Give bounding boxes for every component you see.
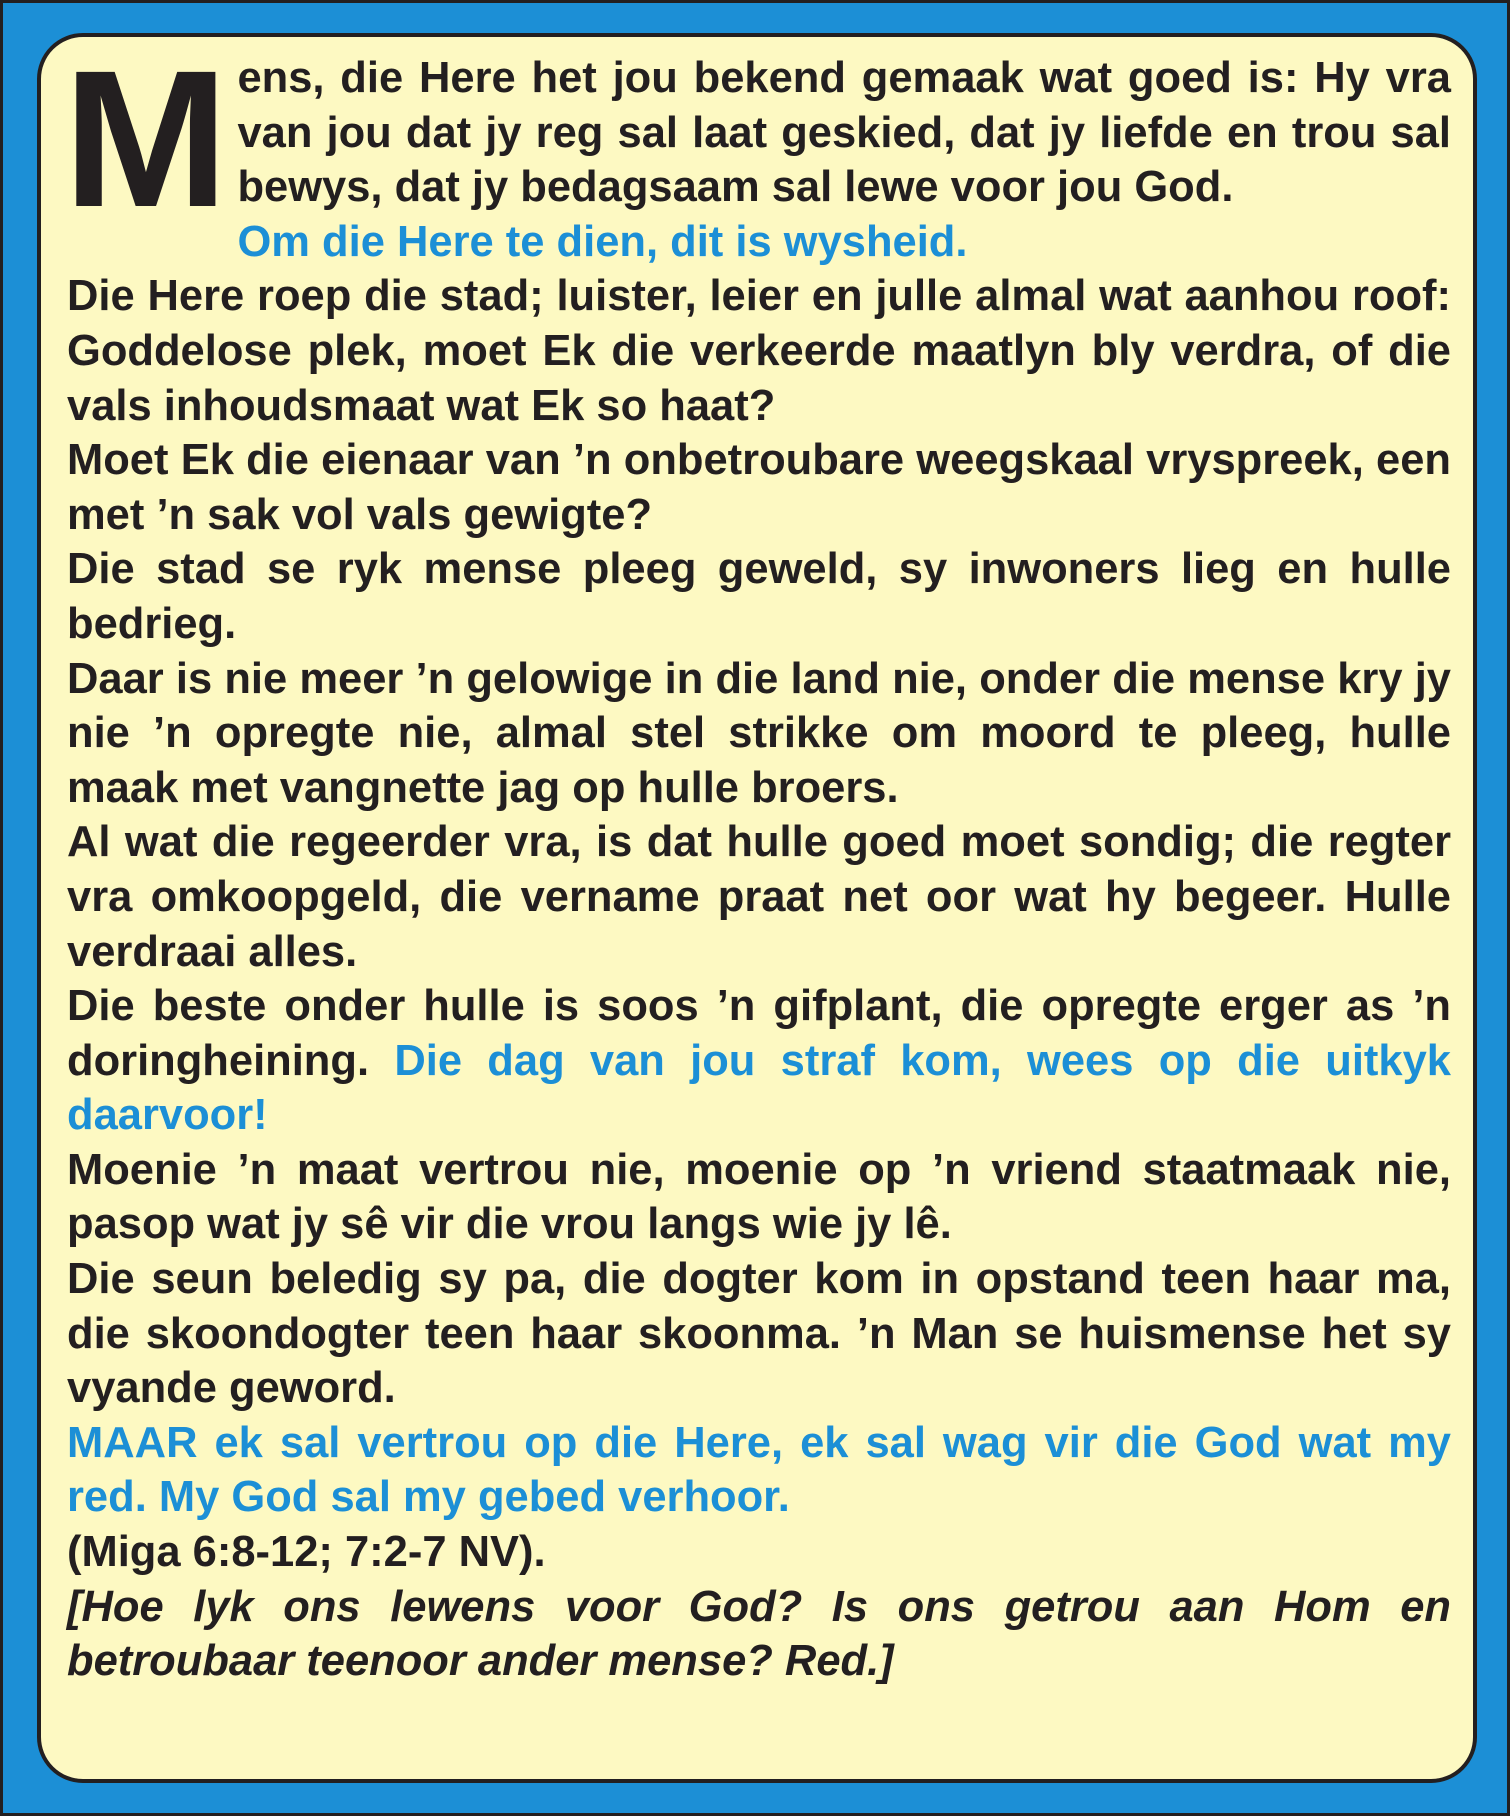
paragraph-1-text: ens, die Here het jou bekend gemaak wat goed is: Hy vra van jou dat jy reg sal laat geskied, dat jy liefde en trou sal bewys, dat jy bedagsaam sal lewe voor jou God. — [237, 54, 1451, 212]
paragraph-8-text: Die beste onder hulle is soos ’n gifplant, die opregte erger as ’n doringheining. — [67, 982, 1451, 1085]
drop-cap: M — [63, 30, 229, 248]
text-card — [37, 30, 1477, 1783]
scripture-reference: (Miga 6:8-12; 7:2-7 NV). — [67, 1528, 546, 1577]
highlight-punishment: Die dag van jou straf kom, wees op die uitkyk daarvoor! — [67, 1036, 1451, 1140]
paragraph-4: Moet Ek die eienaar van ’n onbetroubare weegskaal vryspreek, een met ’n sak vol vals gewigte? — [67, 436, 1451, 539]
highlight-trust: MAAR ek sal vertrou op die Here, ek sal wag vir die God wat my red. My God sal my gebed verhoor. — [67, 1418, 1451, 1522]
paragraph-9: Moenie ’n maat vertrou nie, moenie op ’n vriend staatmaak nie, pasop wat jy sê vir die vrou langs wie jy lê. — [67, 1145, 1451, 1249]
paragraph-7: Al wat die regeerder vra, is dat hulle goed moet sondig; die regter vra omkoopgeld, die vername praat net oor wat hy begeer. Hulle verdraai alles. — [67, 818, 1451, 976]
paragraph-5: Die stad se ryk mense pleeg geweld, sy inwoners lieg en hulle bedrieg. — [67, 545, 1451, 648]
blue-frame — [3, 3, 1507, 1813]
paragraph-8 — [67, 979, 1451, 1143]
paragraph-6: Daar is nie meer ’n gelowige in die land nie, onder die mense kry jy nie ’n opregte nie, almal stel strikke om moord te pleeg, hulle maak met vangnette jag op hulle broers. — [67, 654, 1451, 812]
highlight-wisdom: Om die Here te dien, dit is wysheid. — [237, 217, 968, 266]
editor-note: [Hoe lyk ons lewens voor God? Is ons getrou aan Hom en betroubaar teenoor ander mense? Red.] — [67, 1582, 1451, 1686]
scripture-text — [63, 30, 1451, 1689]
paragraph-3: Die Here roep die stad; luister, leier en julle almal wat aanhou roof: Goddelose plek, moet Ek die verkeerde maatlyn bly verdra, of die vals inhoudsmaat wat Ek so haat? — [67, 272, 1451, 430]
paragraph-10: Die seun beledig sy pa, die dogter kom in opstand teen haar ma, die skoondogter teen haar skoonma. ’n Man se huismense het sy vyande geword. — [67, 1255, 1451, 1413]
